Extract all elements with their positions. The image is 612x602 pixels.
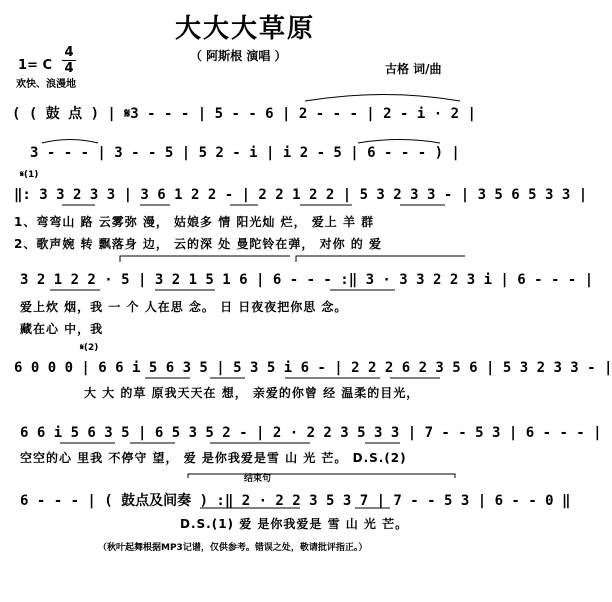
slur-row2b [358,140,440,144]
segno-2: 𝄋(2) [80,343,99,353]
lyric-line-4: 藏在心 中，我 [20,322,104,336]
volta-2 [296,256,465,262]
notation-row-2: 3 - - - | 3 - - 5 | 5 2 - i | i 2 - 5 | 6 - - - ) | [30,145,460,161]
lyric-line-7: D.S.(1) 爱 是你我爱是 雪 山 光 芒。 [180,517,409,531]
notation-row-3: ‖: 3 3 2 3 3 | 3 6 1 2 2 - | 2 2 1 2 2 | 5 3 2 3 3 - | 3 5 6 5 3 3 | [14,187,588,203]
footer-note: （秋叶起舞根据MP3记谱，仅供参考。错误之处，敬请批评指正。） [98,543,368,553]
segno-1: 𝄋(1) [20,170,39,180]
slur-row1 [305,95,460,102]
notation-row-7: 6 - - - | ( 鼓点及间奏 ) :‖ 2 · 2 2 3 5 3 7 | 7 - - 5 3 | 6 - - 0 ‖ [20,493,571,509]
composer-credit: 古格 词/曲 [385,62,442,76]
lyric-line-6: 空空的心 里我 不停守 望， 爱 是你我爱是雪 山 光 芒。 D.S.(2) [20,451,407,465]
performer-subtitle: （ 阿斯根 演唱 ） [190,49,287,63]
notation-row-4: 3 2 1 2 2 · 5 | 3 2 1 5 1 6 | 6 - - - :‖ 3 · 3 3 2 2 3 i | 6 - - - | [20,272,594,288]
volta-1 [120,256,290,262]
notation-row-5: 6 0 0 0 | 6 6 i 5 6 3 5 | 5 3 5 i 6 - | 2 2 2 6 2 3 5 6 | 5 3 2 3 3 - | [14,360,612,376]
lyric-line-5: 大 大 的草 原我天天在 想， 亲爱的你曾 经 温柔的目光， [84,386,420,400]
key-text: 1= C [18,58,53,73]
lyric-line-2: 2、歌声婉 转 飘落身 边， 云的深 处 曼陀铃在弹， 对你 的 爱 [14,237,382,251]
ending-label: 结束句 [244,474,272,484]
notation-row-1: ( ( 鼓 点 ) | 𝄋3 - - - | 5 - - 6 | 2 - - - | 2 - i · 2 | [12,106,476,122]
time-bottom: 4 [64,61,74,76]
ending-bracket [188,474,455,478]
slur-row2a [42,140,98,144]
tempo-marking: 欢快、浪漫地 [16,79,76,90]
song-title: 大大大草原 [175,14,316,44]
notation-row-6: 6 6 i 5 6 3 5 | 6 5 3 5 2 - | 2 · 2 2 3 5 3 3 | 7 - - 5 3 | 6 - - - | [20,425,602,441]
lyric-line-1: 1、弯弯山 路 云雾弥 漫， 姑娘多 情 阳光灿 烂， 爱上 羊 群 [14,215,375,229]
time-top: 4 [64,45,74,60]
lyric-line-3: 爱上炊 烟，我 一 个 人在思 念。 日 日夜夜把你思 念。 [20,300,348,314]
